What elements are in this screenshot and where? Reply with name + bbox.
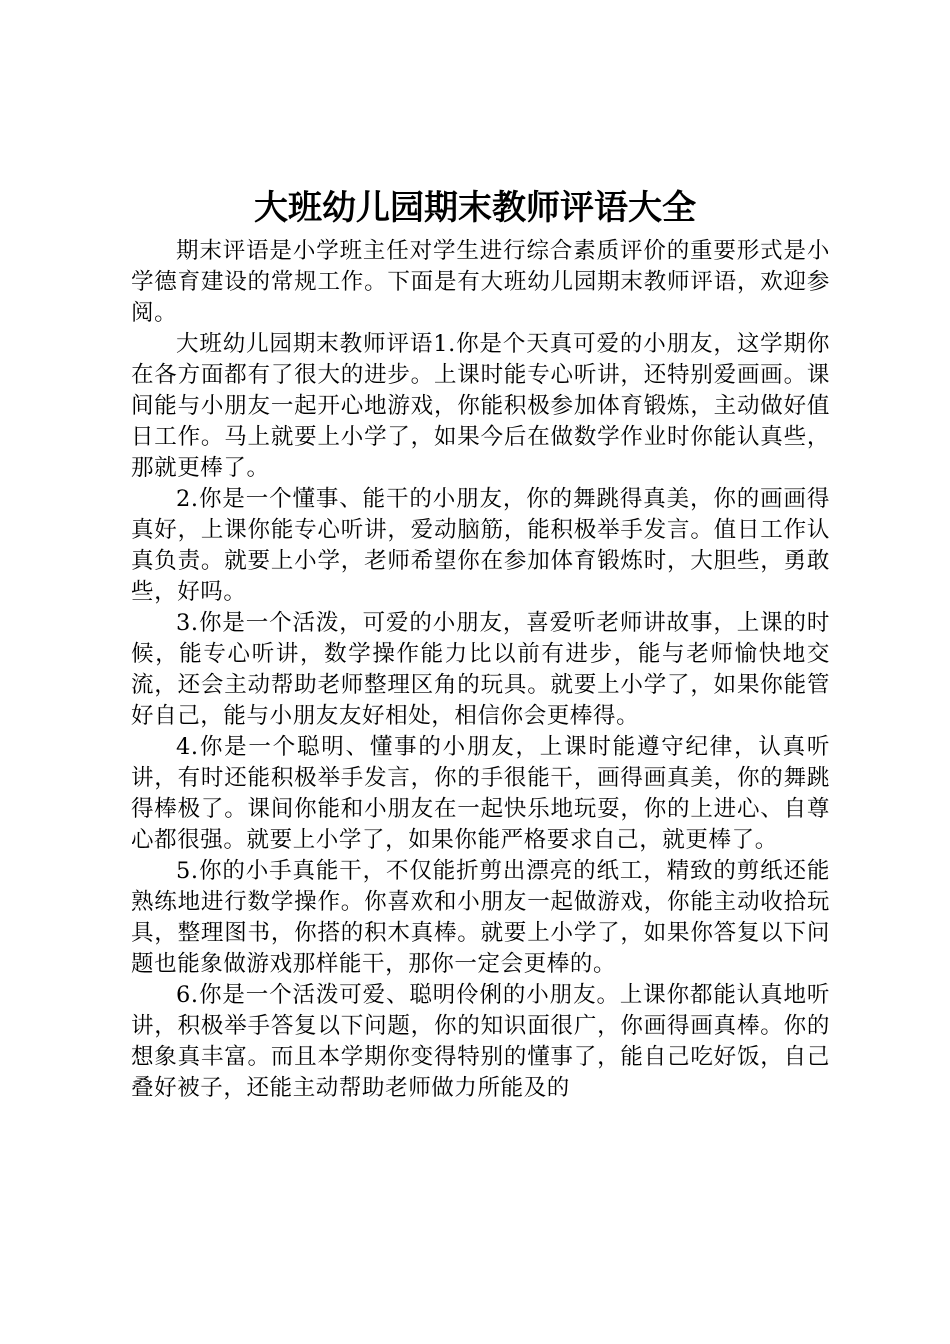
paragraph-comment-1: 大班幼儿园期末教师评语1.你是个天真可爱的小朋友，这学期你在各方面都有了很大的进步。上课时能专心听讲，还特别爱画画。课间能与小朋友一起开心地游戏，你能积极参加体育锻炼，主动做好值日工作。马上就要上小学了，如果今后在做数学作业时你能认真些，那就更棒了。 bbox=[131, 331, 830, 481]
paragraph-comment-2: 2.你是一个懂事、能干的小朋友，你的舞跳得真美，你的画画得真好，上课你能专心听讲，爱动脑筋，能积极举手发言。值日工作认真负责。就要上小学，老师希望你在参加体育锻炼时，大胆些，勇敢些，好吗。 bbox=[131, 486, 830, 605]
document-title: 大班幼儿园期末教师评语大全 bbox=[254, 188, 696, 228]
paragraph-intro: 期末评语是小学班主任对学生进行综合素质评价的重要形式是小学德育建设的常规工作。下面是有大班幼儿园期末教师评语，欢迎参阅。 bbox=[131, 238, 830, 326]
paragraph-comment-3: 3.你是一个活泼，可爱的小朋友，喜爱听老师讲故事，上课的时候，能专心听讲，数学操作能力比以前有进步，能与老师愉快地交流，还会主动帮助老师整理区角的玩具。就要上小学了，如果你能管好自己，能与小朋友友好相处，相信你会更棒得。 bbox=[131, 610, 830, 729]
paragraph-comment-6: 6.你是一个活泼可爱、聪明伶俐的小朋友。上课你都能认真地听讲，积极举手答复以下问题，你的知识面很广，你画得画真棒。你的想象真丰富。而且本学期你变得特别的懂事了，能自己吃好饭，自己叠好被子，还能主动帮助老师做力所能及的 bbox=[131, 982, 830, 1101]
paragraph-comment-5: 5.你的小手真能干，不仅能折剪出漂亮的纸工，精致的剪纸还能熟练地进行数学操作。你喜欢和小朋友一起做游戏，你能主动收拾玩具，整理图书，你搭的积木真棒。就要上小学了，如果你答复以下问题也能象做游戏那样能干，那你一定会更棒的。 bbox=[131, 858, 830, 977]
document-body bbox=[131, 236, 830, 1104]
paragraph-comment-4: 4.你是一个聪明、懂事的小朋友，上课时能遵守纪律，认真听讲，有时还能积极举手发言，你的手很能干，画得画真美，你的舞跳得棒极了。课间你能和小朋友在一起快乐地玩耍，你的上进心、自尊心都很强。就要上小学了，如果你能严格要求自己，就更棒了。 bbox=[131, 734, 830, 853]
